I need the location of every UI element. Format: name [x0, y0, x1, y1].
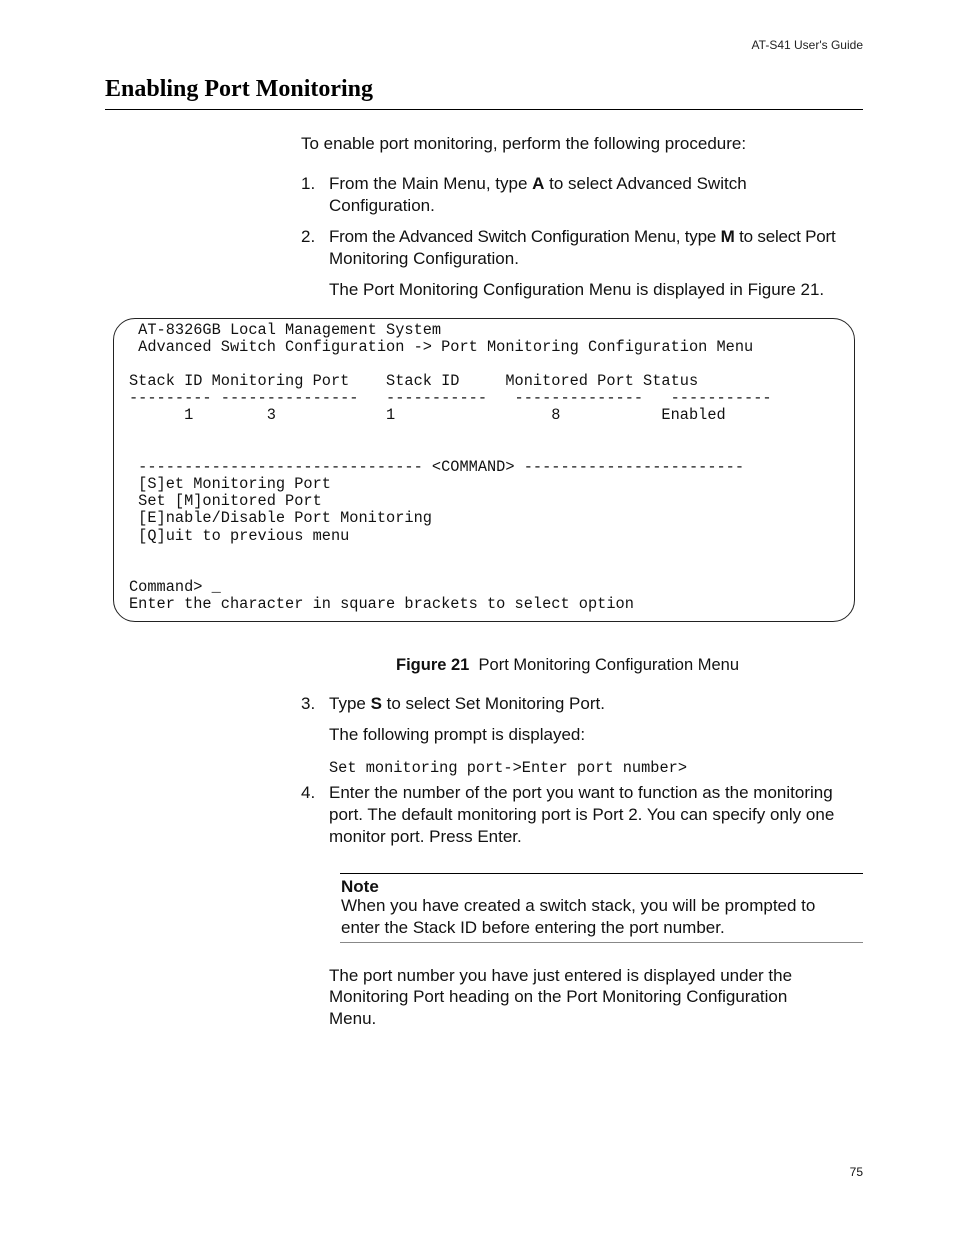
- step-4-line2: port. The default monitoring port is Port 2. You can specify only one: [329, 805, 835, 824]
- step-2-line2: Monitoring Configuration.: [329, 249, 519, 268]
- step-2-text: [329, 226, 836, 248]
- note-bottom-rule: [340, 942, 863, 943]
- step-1-number: 1.: [301, 174, 316, 193]
- step-1-post: to select Advanced Switch: [544, 174, 747, 193]
- step-4-line3: monitor port. Press Enter.: [329, 827, 522, 846]
- note-line2: enter the Stack ID before entering the port number.: [341, 918, 725, 937]
- step-1-key: A: [532, 174, 545, 193]
- terminal-menu-path: Advanced Switch Configuration -> Port Monitoring Configuration Menu: [129, 338, 754, 356]
- closing-line2: Monitoring Port heading on the Port Monitoring Configuration: [329, 987, 788, 1006]
- terminal-hint: Enter the character in square brackets to select option: [129, 595, 634, 613]
- step-2-number: 2.: [301, 227, 316, 246]
- step-3-post: to select Set Monitoring Port.: [381, 694, 605, 713]
- terminal-header-rule: --------- --------------- ----------- -------------- -----------: [129, 389, 772, 407]
- terminal-option-set-monitoring: [S]et Monitoring Port: [129, 475, 331, 493]
- step-3-number: 3.: [301, 694, 316, 713]
- terminal-column-headers: Stack ID Monitoring Port Stack ID Monitored Port Status: [129, 372, 699, 390]
- figure-caption: [396, 654, 739, 676]
- terminal-option-set-monitored: Set [M]onitored Port: [129, 492, 322, 510]
- closing-line1: The port number you have just entered is displayed under the: [329, 966, 793, 985]
- title-rule: [105, 109, 863, 110]
- note-top-rule: [340, 873, 863, 874]
- step-3-key: S: [370, 694, 382, 713]
- step-2-followup: The Port Monitoring Configuration Menu is displayed in Figure 21.: [329, 280, 825, 299]
- step-2-key: M: [720, 227, 735, 246]
- step-4-number: 4.: [301, 783, 316, 802]
- page-number: 75: [849, 1165, 863, 1179]
- step-2-post: to select Port: [734, 227, 836, 246]
- figure-label: Figure 21: [396, 656, 470, 674]
- step-3-prompt: Set monitoring port->Enter port number>: [329, 759, 688, 777]
- figure-title: Port Monitoring Configuration Menu: [478, 656, 740, 674]
- terminal-option-quit: [Q]uit to previous menu: [129, 527, 350, 545]
- step-3-followup: The following prompt is displayed:: [329, 725, 586, 744]
- terminal-option-enable-disable: [E]nable/Disable Port Monitoring: [129, 509, 432, 527]
- running-header: AT-S41 User's Guide: [751, 38, 863, 52]
- step-2-pre: From the Advanced Switch Configuration Menu, type: [329, 227, 721, 246]
- terminal-command-rule: ------------------------------- <COMMAND> ------------------------: [129, 458, 745, 476]
- closing-line3: Menu.: [329, 1009, 377, 1028]
- note-line1: When you have created a switch stack, you will be prompted to: [341, 896, 816, 915]
- step-3-pre: Type: [329, 694, 371, 713]
- terminal-command-prompt: Command> _: [129, 578, 221, 596]
- step-1-pre: From the Main Menu, type: [329, 174, 533, 193]
- terminal-system-title: AT-8326GB Local Management System: [129, 321, 442, 339]
- note-label: Note: [341, 877, 379, 896]
- terminal-values-row: 1 3 1 8 Enabled: [129, 406, 726, 424]
- step-4-line1: Enter the number of the port you want to function as the monitoring: [329, 783, 833, 802]
- step-1-line2: Configuration.: [329, 196, 435, 215]
- section-title: Enabling Port Monitoring: [105, 76, 374, 102]
- step-1-text: [329, 173, 747, 195]
- step-3-text: [329, 693, 605, 715]
- intro-text: To enable port monitoring, perform the following procedure:: [301, 134, 747, 153]
